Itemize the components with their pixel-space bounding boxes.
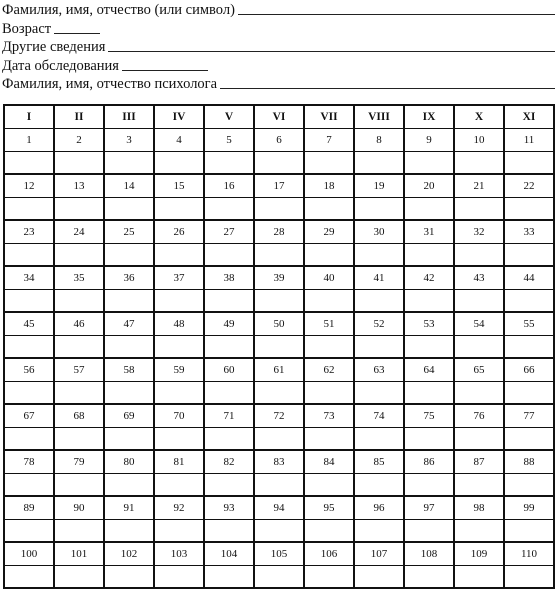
item-number: 104 [204,542,254,566]
answer-cell[interactable] [504,474,554,497]
answer-cell[interactable] [454,428,504,451]
answer-cell[interactable] [504,382,554,405]
answer-row [4,198,554,221]
item-number: 12 [4,174,54,198]
answer-cell[interactable] [354,520,404,543]
item-number: 27 [204,220,254,244]
item-number: 74 [354,404,404,428]
answer-cell[interactable] [4,566,54,589]
item-number: 92 [154,496,204,520]
item-number: 67 [4,404,54,428]
answer-cell[interactable] [104,336,154,359]
item-number: 86 [404,450,454,474]
answer-cell[interactable] [404,152,454,175]
answer-cell[interactable] [254,290,304,313]
answer-cell[interactable] [204,520,254,543]
item-number: 58 [104,358,154,382]
item-number: 19 [354,174,404,198]
answer-cell[interactable] [504,520,554,543]
item-number: 48 [154,312,204,336]
item-number: 79 [54,450,104,474]
item-number: 64 [404,358,454,382]
answer-cell[interactable] [354,566,404,589]
item-number-row [4,312,554,336]
item-number: 17 [254,174,304,198]
answer-cell[interactable] [4,474,54,497]
answer-cell[interactable] [54,474,104,497]
item-number: 69 [104,404,154,428]
answer-cell[interactable] [104,566,154,589]
item-number: 76 [454,404,504,428]
item-number: 73 [304,404,354,428]
column-header: I [4,105,54,129]
answer-cell[interactable] [4,198,54,221]
answer-cell[interactable] [104,382,154,405]
item-number-row [4,174,554,198]
answer-table [3,104,555,589]
item-number: 68 [54,404,104,428]
answer-cell[interactable] [4,336,54,359]
answer-cell[interactable] [454,474,504,497]
item-number: 100 [4,542,54,566]
field-other-info[interactable] [2,37,555,55]
item-number: 59 [154,358,204,382]
column-header: IX [404,105,454,129]
item-number: 109 [454,542,504,566]
answer-cell[interactable] [154,244,204,267]
answer-cell[interactable] [4,290,54,313]
item-number: 14 [104,174,154,198]
item-number: 101 [54,542,104,566]
item-number: 35 [54,266,104,290]
item-number: 18 [304,174,354,198]
column-header-row [4,105,554,129]
column-header: II [54,105,104,129]
answer-cell[interactable] [204,152,254,175]
item-number: 72 [254,404,304,428]
answer-cell[interactable] [504,152,554,175]
item-number: 22 [504,174,554,198]
item-number: 84 [304,450,354,474]
answer-cell[interactable] [204,336,254,359]
item-number: 42 [404,266,454,290]
item-number: 45 [4,312,54,336]
answer-cell[interactable] [404,336,454,359]
item-number: 33 [504,220,554,244]
answer-cell[interactable] [254,520,304,543]
answer-cell[interactable] [304,290,354,313]
column-header: III [104,105,154,129]
item-number-row [4,496,554,520]
item-number: 65 [454,358,504,382]
item-number: 23 [4,220,54,244]
item-number: 25 [104,220,154,244]
column-header: V [204,105,254,129]
field-label: Возраст [2,20,52,37]
item-number: 41 [354,266,404,290]
answer-cell[interactable] [104,428,154,451]
answer-cell[interactable] [204,290,254,313]
item-number: 37 [154,266,204,290]
answer-cell[interactable] [54,198,104,221]
item-number: 77 [504,404,554,428]
item-number: 7 [304,129,354,152]
item-number-row [4,220,554,244]
answer-cell[interactable] [254,336,304,359]
answer-cell[interactable] [254,428,304,451]
answer-cell[interactable] [454,244,504,267]
item-number: 32 [454,220,504,244]
answer-cell[interactable] [304,198,354,221]
item-number: 56 [4,358,54,382]
item-number: 36 [104,266,154,290]
answer-row [4,290,554,313]
answer-cell[interactable] [354,336,404,359]
answer-row [4,244,554,267]
answer-cell[interactable] [454,336,504,359]
answer-cell[interactable] [354,474,404,497]
item-number: 9 [404,129,454,152]
answer-cell[interactable] [454,152,504,175]
item-number: 102 [104,542,154,566]
item-number-row [4,450,554,474]
answer-cell[interactable] [254,382,304,405]
item-number: 71 [204,404,254,428]
field-psychologist-name[interactable] [2,74,555,92]
item-number: 108 [404,542,454,566]
answer-cell[interactable] [454,520,504,543]
answer-cell[interactable] [104,152,154,175]
item-number: 16 [204,174,254,198]
answer-row [4,428,554,451]
item-number: 82 [204,450,254,474]
answer-cell[interactable] [104,290,154,313]
answer-cell[interactable] [154,428,204,451]
answer-cell[interactable] [404,290,454,313]
answer-cell[interactable] [454,382,504,405]
item-number: 63 [354,358,404,382]
item-number: 13 [54,174,104,198]
answer-line[interactable] [54,33,100,34]
item-number: 11 [504,129,554,152]
answer-cell[interactable] [54,290,104,313]
item-number: 47 [104,312,154,336]
item-number: 49 [204,312,254,336]
item-number-row [4,358,554,382]
answer-cell[interactable] [304,520,354,543]
item-number: 30 [354,220,404,244]
answer-cell[interactable] [254,198,304,221]
answer-row [4,474,554,497]
item-number: 39 [254,266,304,290]
answer-row [4,382,554,405]
answer-cell[interactable] [204,474,254,497]
answer-cell[interactable] [254,566,304,589]
item-number: 110 [504,542,554,566]
field-label: Другие сведения [2,39,106,56]
answer-cell[interactable] [504,566,554,589]
answer-cell[interactable] [254,152,304,175]
item-number: 55 [504,312,554,336]
answer-cell[interactable] [154,152,204,175]
answer-cell[interactable] [354,382,404,405]
item-number: 51 [304,312,354,336]
field-label: Фамилия, имя, отчество (или символ) [2,2,235,19]
item-number: 87 [454,450,504,474]
item-number: 96 [354,496,404,520]
item-number: 54 [454,312,504,336]
answer-cell[interactable] [304,474,354,497]
answer-cell[interactable] [404,474,454,497]
answer-cell[interactable] [404,428,454,451]
answer-cell[interactable] [154,566,204,589]
answer-cell[interactable] [204,428,254,451]
item-number: 38 [204,266,254,290]
answer-cell[interactable] [304,428,354,451]
answer-grid [3,104,555,607]
answer-cell[interactable] [354,428,404,451]
answer-cell[interactable] [204,566,254,589]
answer-cell[interactable] [504,290,554,313]
answer-cell[interactable] [504,336,554,359]
form-header [2,0,555,92]
answer-cell[interactable] [504,428,554,451]
item-number: 93 [204,496,254,520]
answer-cell[interactable] [304,382,354,405]
answer-line[interactable] [220,88,555,89]
item-number: 91 [104,496,154,520]
item-number: 99 [504,496,554,520]
item-number: 53 [404,312,454,336]
field-age[interactable] [2,18,555,36]
answer-cell[interactable] [154,474,204,497]
answer-cell[interactable] [404,244,454,267]
item-number: 85 [354,450,404,474]
item-number: 62 [304,358,354,382]
field-label: Дата обследования [2,57,119,74]
item-number: 78 [4,450,54,474]
answer-cell[interactable] [404,520,454,543]
answer-cell[interactable] [404,566,454,589]
item-number: 105 [254,542,304,566]
item-number: 43 [454,266,504,290]
item-number: 52 [354,312,404,336]
item-number: 34 [4,266,54,290]
answer-cell[interactable] [154,198,204,221]
item-number: 24 [54,220,104,244]
answer-cell[interactable] [154,382,204,405]
item-number: 40 [304,266,354,290]
answer-cell[interactable] [54,428,104,451]
answer-row [4,336,554,359]
answer-cell[interactable] [454,290,504,313]
answer-cell[interactable] [354,198,404,221]
answer-cell[interactable] [4,152,54,175]
item-number: 70 [154,404,204,428]
item-number: 6 [254,129,304,152]
item-number: 2 [54,129,104,152]
answer-cell[interactable] [104,198,154,221]
item-number: 89 [4,496,54,520]
answer-cell[interactable] [304,566,354,589]
item-number: 75 [404,404,454,428]
answer-line[interactable] [108,51,555,52]
item-number: 97 [404,496,454,520]
field-label: Фамилия, имя, отчество психолога [2,75,218,92]
answer-cell[interactable] [304,152,354,175]
item-number: 5 [204,129,254,152]
item-number: 98 [454,496,504,520]
item-number: 44 [504,266,554,290]
item-number: 60 [204,358,254,382]
item-number: 107 [354,542,404,566]
field-full-name[interactable] [2,0,555,18]
answer-cell[interactable] [254,474,304,497]
item-number: 50 [254,312,304,336]
answer-cell[interactable] [104,474,154,497]
column-header: XI [504,105,554,129]
answer-cell[interactable] [54,520,104,543]
answer-cell[interactable] [404,382,454,405]
answer-line[interactable] [122,70,208,71]
answer-cell[interactable] [454,198,504,221]
item-number: 26 [154,220,204,244]
column-header: VIII [354,105,404,129]
item-number: 103 [154,542,204,566]
item-number: 29 [304,220,354,244]
answer-cell[interactable] [54,566,104,589]
column-header: X [454,105,504,129]
answer-cell[interactable] [504,244,554,267]
answer-cell[interactable] [504,198,554,221]
answer-cell[interactable] [104,244,154,267]
item-number: 95 [304,496,354,520]
item-number: 31 [404,220,454,244]
answer-cell[interactable] [304,336,354,359]
answer-cell[interactable] [4,382,54,405]
answer-cell[interactable] [154,520,204,543]
answer-cell[interactable] [54,244,104,267]
answer-cell[interactable] [54,152,104,175]
column-header: VII [304,105,354,129]
answer-cell[interactable] [204,382,254,405]
answer-cell[interactable] [254,244,304,267]
item-number: 1 [4,129,54,152]
item-number-row [4,129,554,152]
answer-cell[interactable] [54,382,104,405]
item-number: 21 [454,174,504,198]
answer-cell[interactable] [54,336,104,359]
item-number-row [4,542,554,566]
answer-cell[interactable] [204,244,254,267]
answer-row [4,566,554,589]
item-number-row [4,266,554,290]
item-number: 94 [254,496,304,520]
answer-row [4,520,554,543]
answer-line[interactable] [238,14,555,15]
answer-cell[interactable] [204,198,254,221]
answer-cell[interactable] [4,428,54,451]
item-number: 66 [504,358,554,382]
item-number-row [4,404,554,428]
column-header: IV [154,105,204,129]
item-number: 90 [54,496,104,520]
item-number: 8 [354,129,404,152]
item-number: 61 [254,358,304,382]
field-exam-date[interactable] [2,55,555,73]
answer-cell[interactable] [154,336,204,359]
item-number: 46 [54,312,104,336]
item-number: 80 [104,450,154,474]
answer-cell[interactable] [154,290,204,313]
item-number: 83 [254,450,304,474]
answer-cell[interactable] [304,244,354,267]
answer-row [4,152,554,175]
answer-cell[interactable] [354,244,404,267]
answer-cell[interactable] [404,198,454,221]
answer-cell[interactable] [4,244,54,267]
answer-cell[interactable] [454,566,504,589]
item-number: 88 [504,450,554,474]
item-number: 28 [254,220,304,244]
item-number: 81 [154,450,204,474]
answer-cell[interactable] [354,290,404,313]
column-header: VI [254,105,304,129]
item-number: 106 [304,542,354,566]
answer-cell[interactable] [354,152,404,175]
item-number: 15 [154,174,204,198]
answer-cell[interactable] [104,520,154,543]
item-number: 20 [404,174,454,198]
item-number: 57 [54,358,104,382]
item-number: 10 [454,129,504,152]
item-number: 3 [104,129,154,152]
answer-cell[interactable] [4,520,54,543]
item-number: 4 [154,129,204,152]
